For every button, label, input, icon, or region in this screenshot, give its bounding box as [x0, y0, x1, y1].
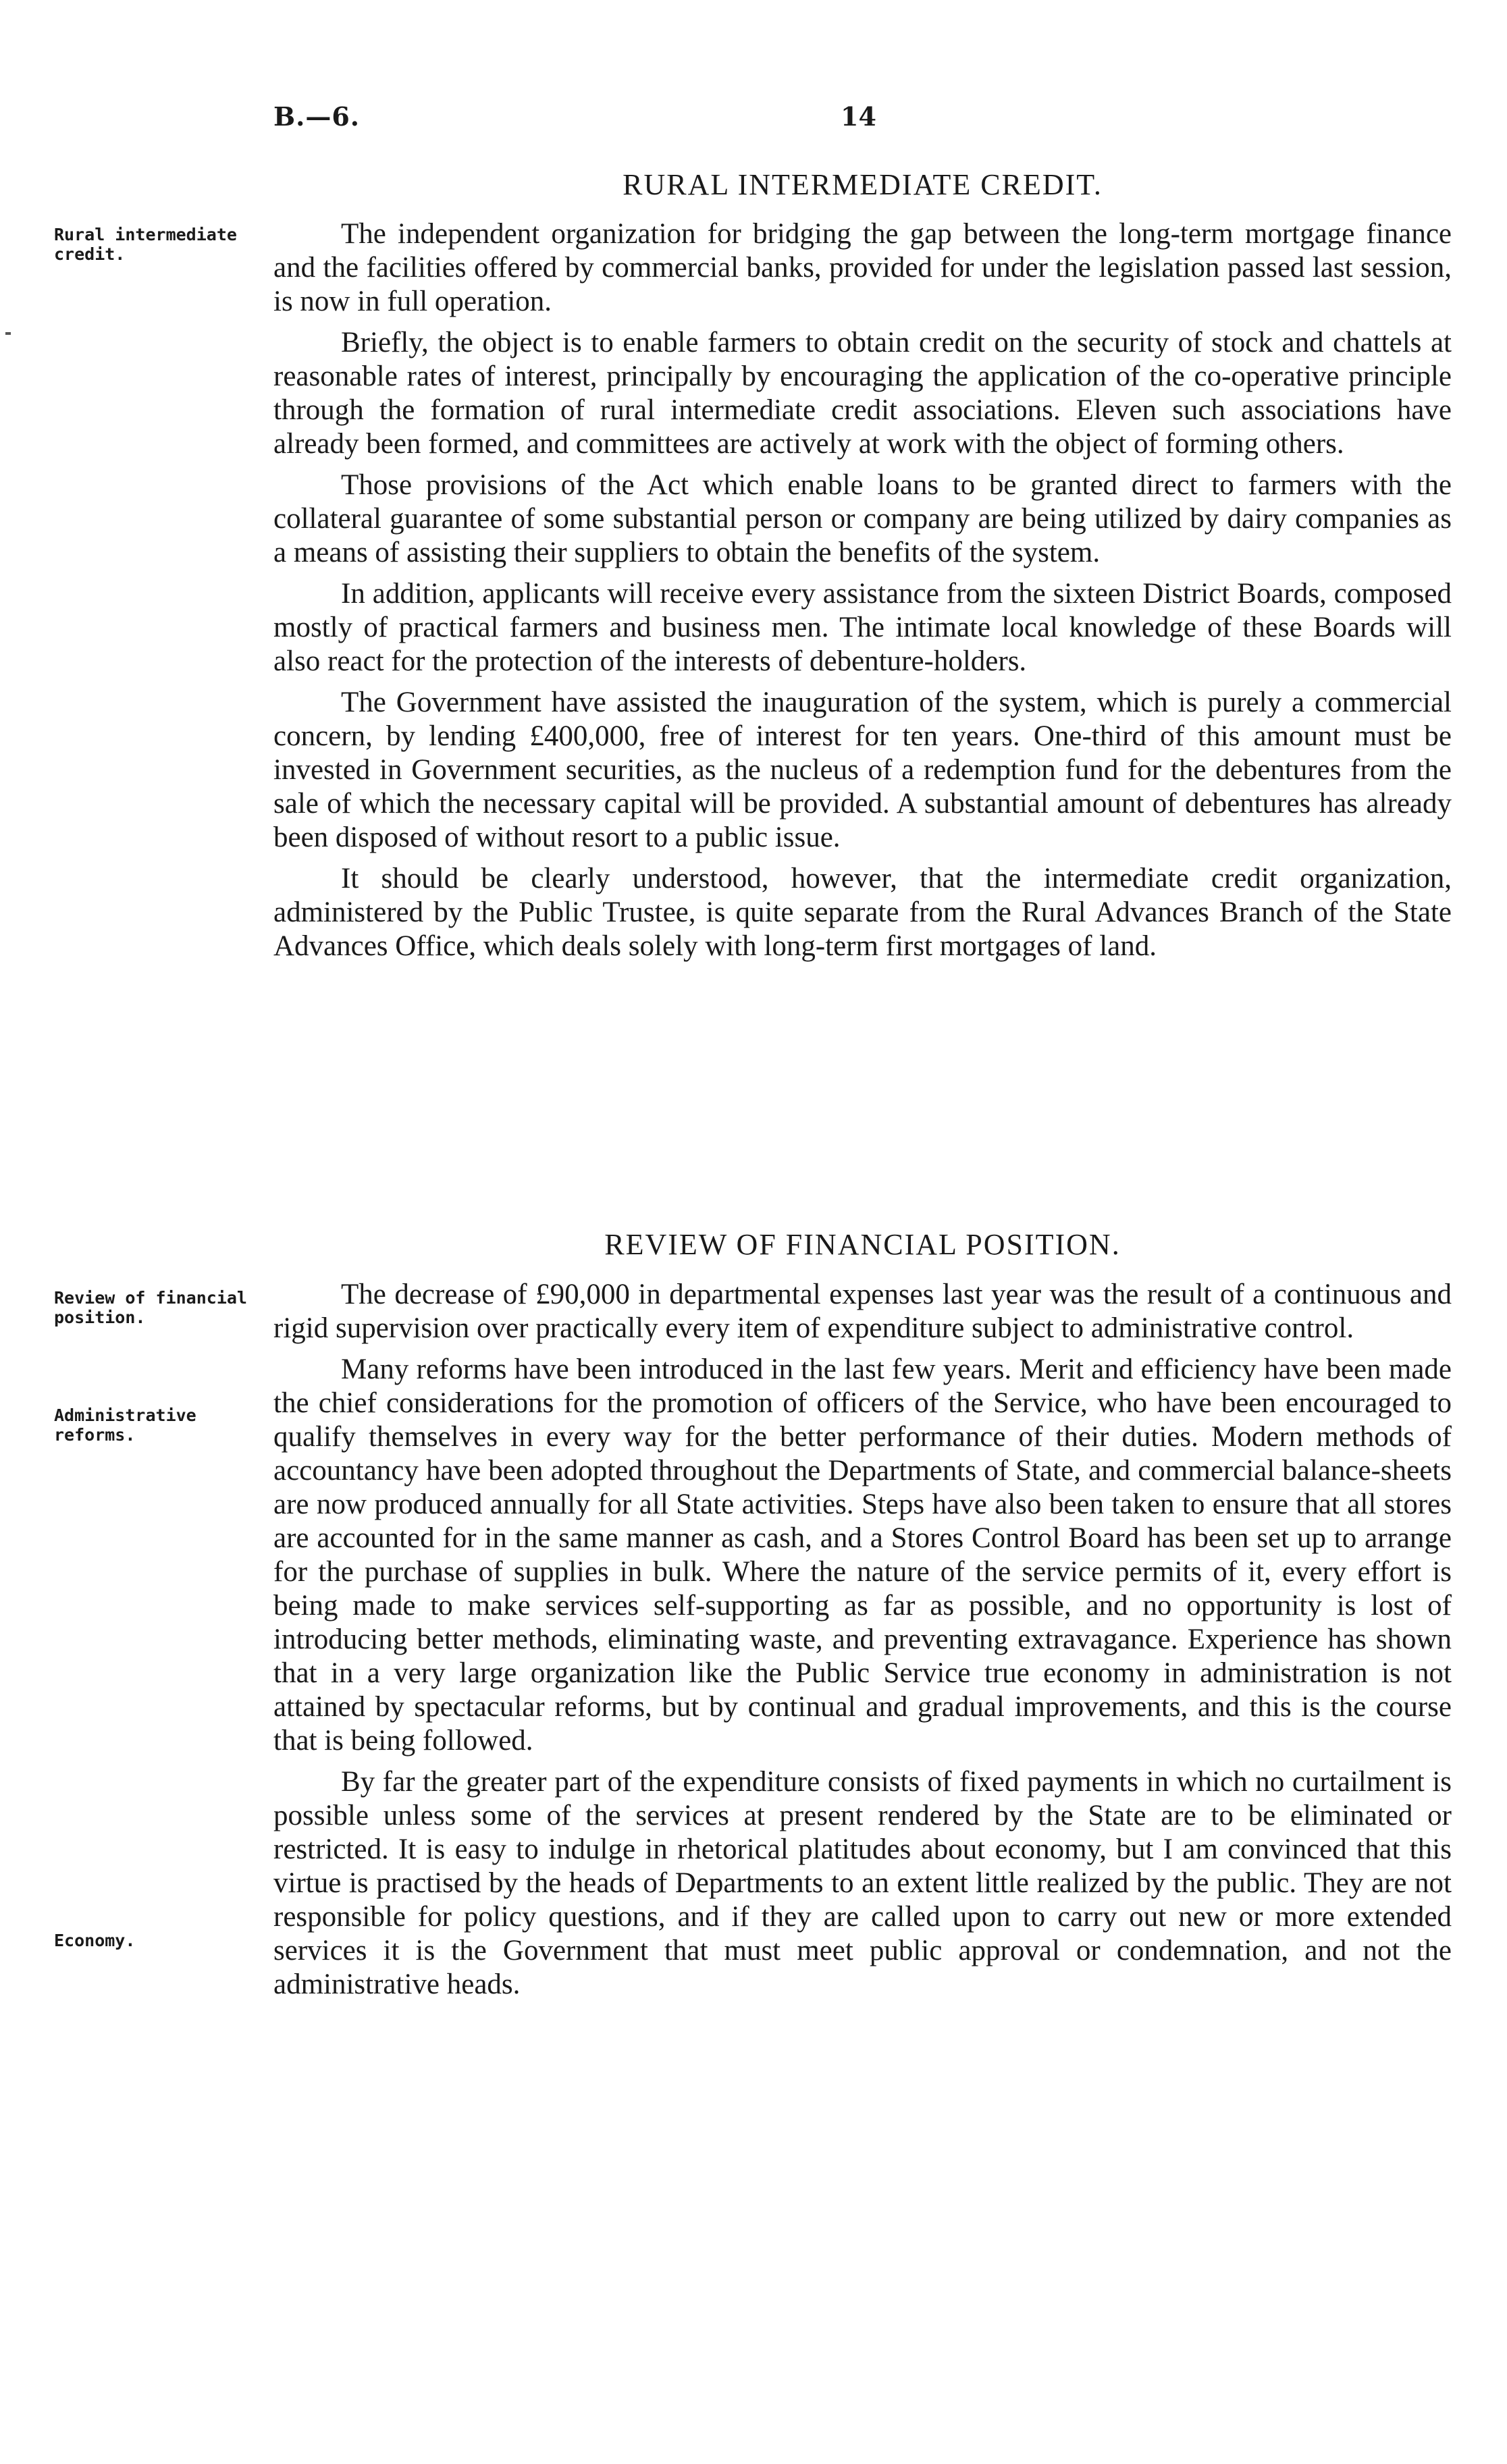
scan-edge-mark [5, 332, 11, 335]
section-title-rural-intermediate-credit: RURAL INTERMEDIATE CREDIT. [623, 168, 1103, 201]
paragraph: It should be clearly understood, however, that the intermediate credit organization, administered by the Public Trustee, is quite separate from the Rural Advances Branch of the State Advances Office, which deals solely with long-term first mortgages of land. [273, 863, 1452, 962]
section-body-rural-intermediate-credit [273, 217, 1452, 971]
section-body-review-of-financial-position [273, 1278, 1452, 2009]
paragraph: The independent organization for bridging the gap between the long-term mortgage finance and the facilities offered by commercial banks, provided for under the legislation passed last session, is now in full operation. [273, 218, 1452, 317]
paragraph: The Government have assisted the inauguration of the system, which is purely a commercial concern, by lending £400,000, free of interest for ten years. One-third of this amount must be invested in Government securities, as the nucleus of a redemption fund for the debentures from the sale of which the necessary capital will be provided. A substantial amount of debentures has already been disposed of without resort to a public issue. [273, 687, 1452, 853]
paragraph: Many reforms have been introduced in the last few years. Merit and efficiency have been made the chief considerations for the promotion of officers of the Service, who have been encouraged to qualify themselves in every way for the better performance of their duties. Modern methods of accountancy have been adopted throughout the Departments of State, and commercial balance-sheets are now produced annually for all State activities. Steps have also been taken to ensure that all stores are accounted for in the same manner as cash, and a Stores Control Board has been set up to arrange for the purchase of supplies in bulk. Where the nature of the service permits of it, every effort is being made to make services self-supporting as far as possible, and no opportunity is lost of introducing better methods, eliminating waste, and preventing extravagance. Experience has shown that in a very large organization like the Public Service true economy in administration is not attained by spectacular reforms, but by continual and gradual improvements, and this is the course that is being followed. [273, 1354, 1452, 1757]
paragraph: Those provisions of the Act which enable loans to be granted direct to farmers with the collateral guarantee of some substantial person or company are being utilized by dairy companies as a means of assisting their suppliers to obtain the benefits of the system. [273, 469, 1452, 568]
margin-note-administrative-reforms: Administrative reforms. [54, 1405, 196, 1445]
page-number: 14 [841, 101, 876, 132]
paragraph: In addition, applicants will receive every assistance from the sixteen District Boards, composed mostly of practical farmers and business men. The intimate local knowledge of these Boards will also react for the protection of the interests of debenture-holders. [273, 578, 1452, 677]
paragraph: The decrease of £90,000 in departmental expenses last year was the result of a continuous and rigid supervision over practically every item of expenditure subject to administrative control. [273, 1279, 1452, 1344]
paragraph: By far the greater part of the expenditure consists of fixed payments in which no curtailment is possible unless some of the services at present rendered by the State are to be eliminated or restricted. It is easy to indulge in rhetorical platitudes about economy, but I am convinced that this virtue is practised by the heads of Departments to an extent little realized by the public. They are not responsible for policy questions, and if they are called upon to carry out new or more extended services it is the Government that must meet public approval or condemnation, and not the administrative heads. [273, 1766, 1452, 2000]
paragraph: Briefly, the object is to enable farmers to obtain credit on the security of stock and chattels at reasonable rates of interest, principally by encouraging the application of the co-operative principle through the formation of rural intermediate credit associations. Eleven such associations have already been formed, and committees are actively at work with the object of forming others. [273, 327, 1452, 460]
section-title-review-of-financial-position: REVIEW OF FINANCIAL POSITION. [604, 1228, 1121, 1261]
margin-note-rural-intermediate-credit: Rural intermediate credit. [54, 225, 237, 264]
margin-note-economy: Economy. [54, 1931, 136, 1950]
margin-note-review-of-financial-position: Review of financial position. [54, 1288, 247, 1327]
document-code: B.—6. [273, 101, 361, 132]
